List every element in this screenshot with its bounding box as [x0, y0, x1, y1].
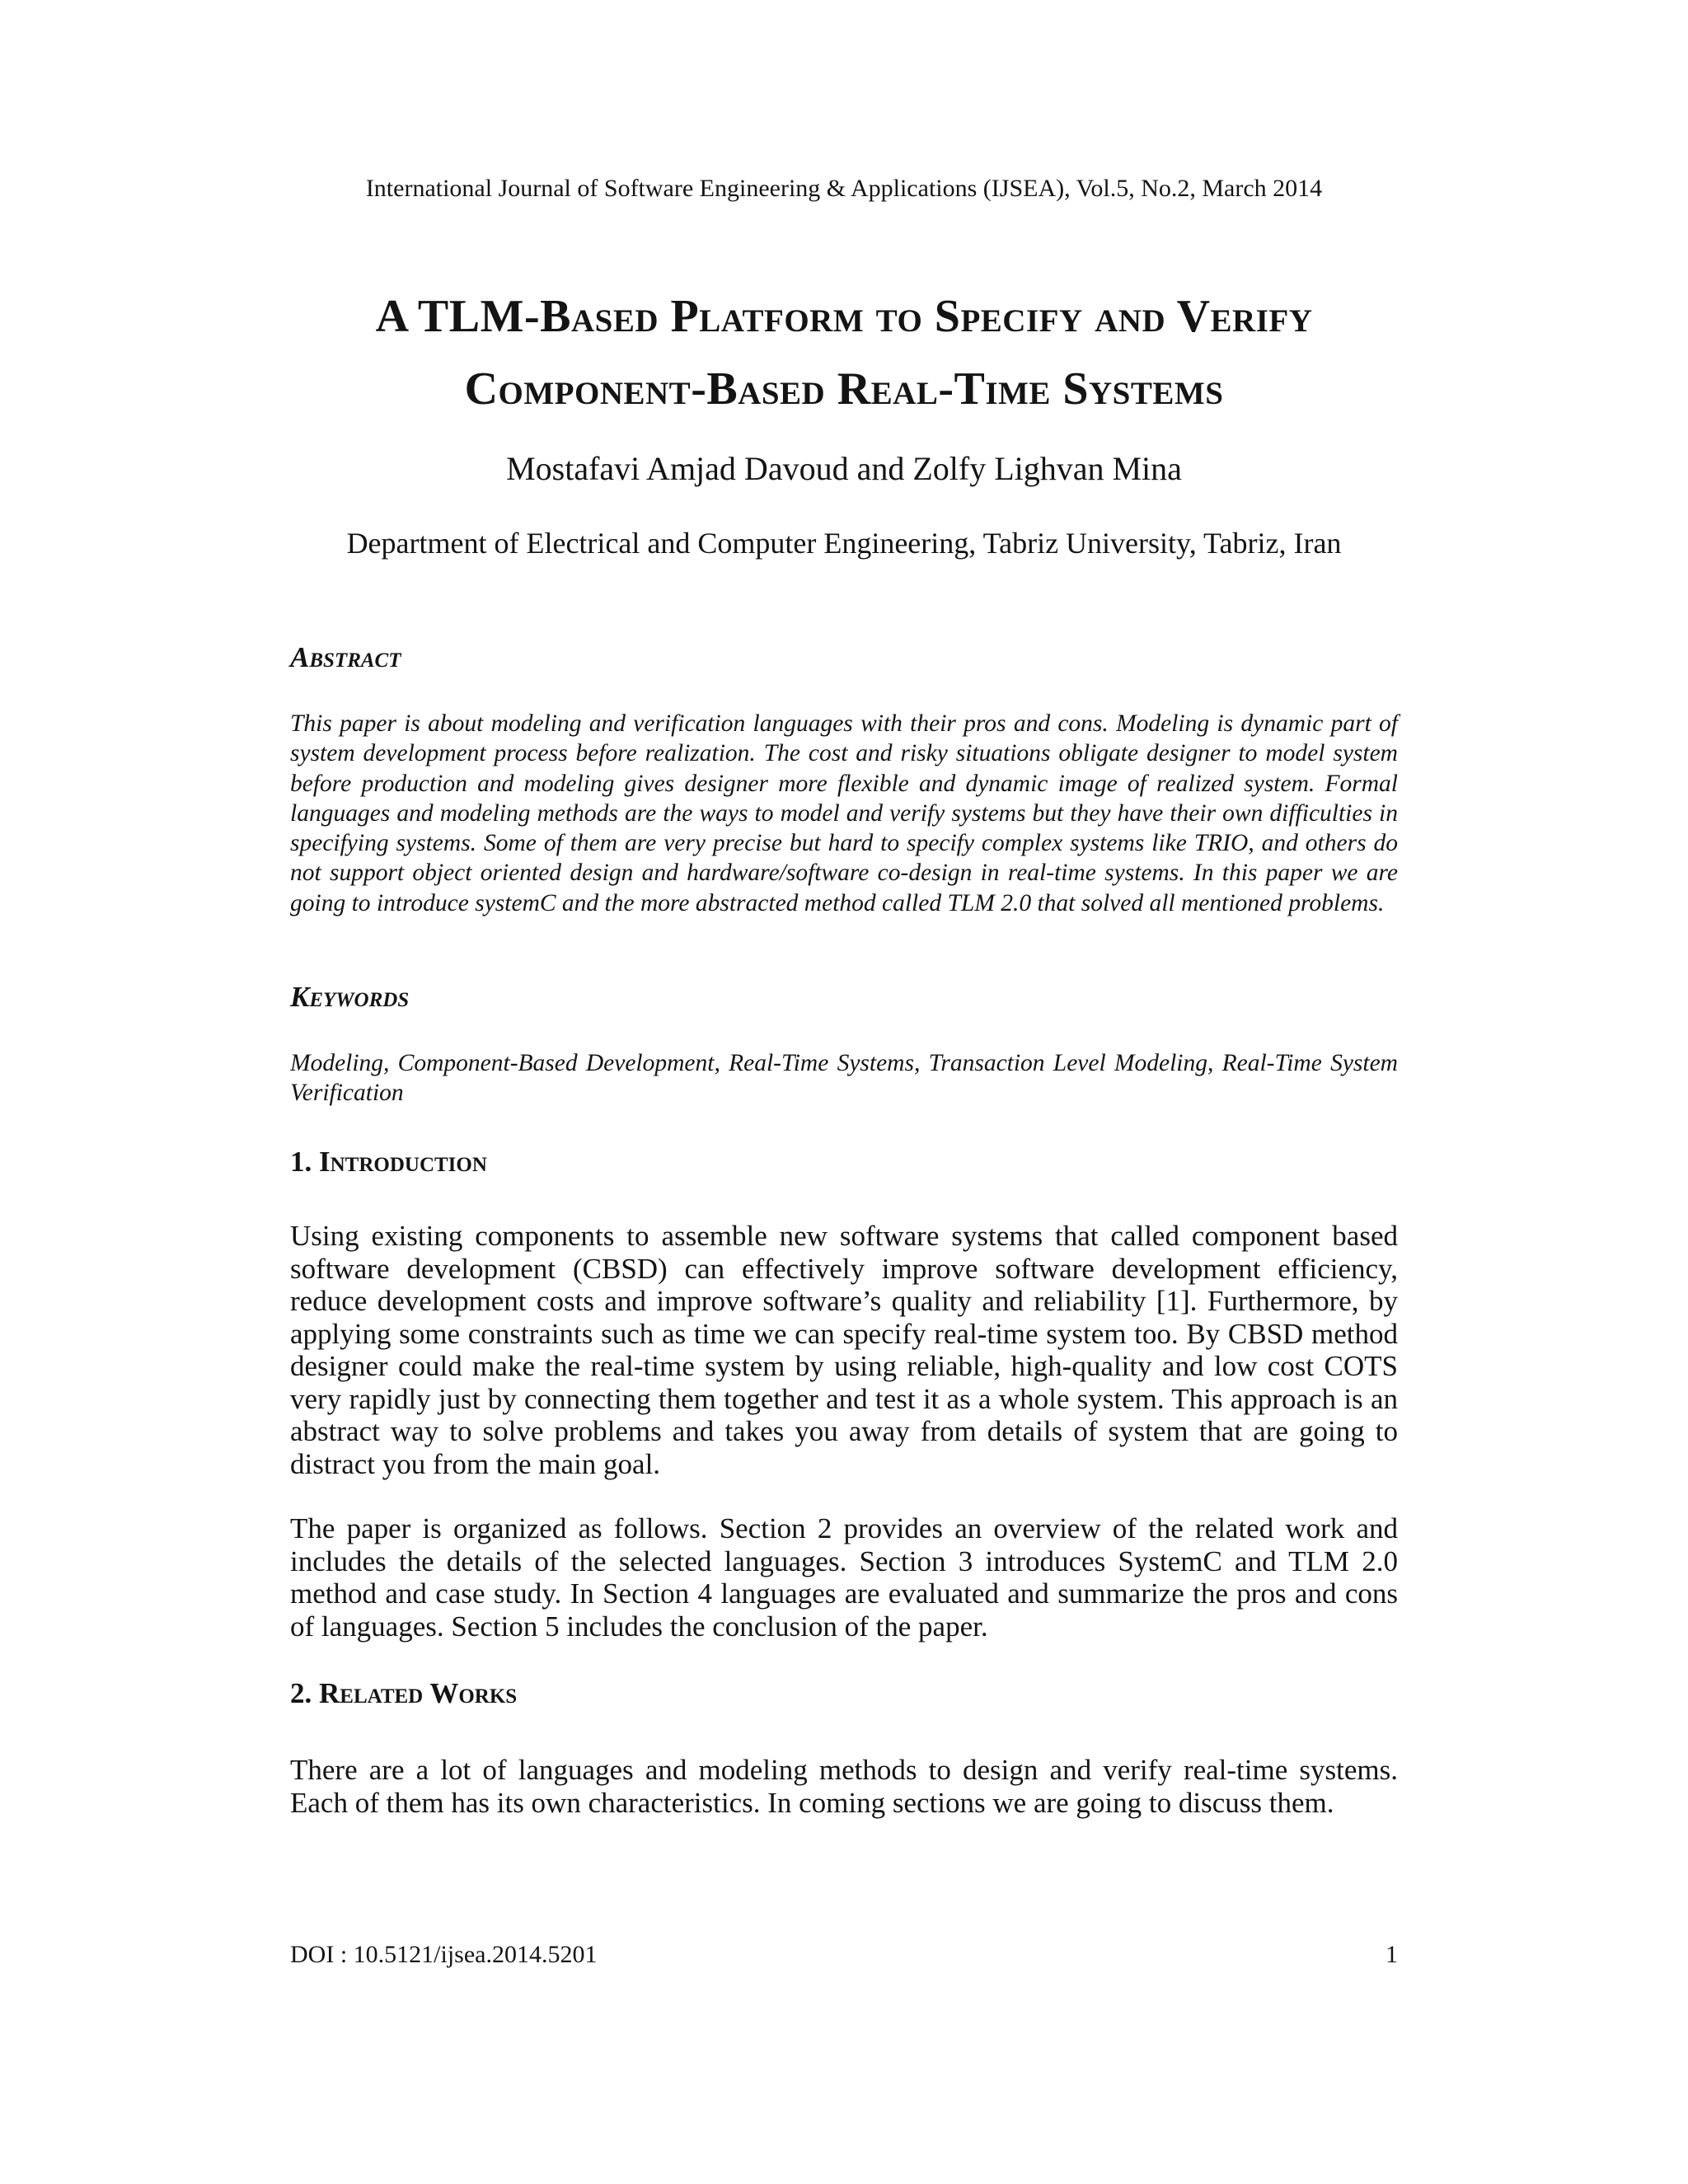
- paper-title: [165, 280, 1523, 425]
- paper-title-line-2: Component-Based Real-Time Systems: [464, 363, 1224, 415]
- authors: Mostafavi Amjad Davoud and Zolfy Lighvan Mina: [506, 450, 1182, 487]
- abstract-heading: Abstract: [290, 641, 401, 673]
- affiliation: Department of Electrical and Computer Engineering, Tabriz University, Tabriz, Iran: [346, 527, 1342, 560]
- page-number: 1: [1386, 1941, 1398, 1968]
- journal-header: International Journal of Software Engineering & Applications (IJSEA), Vol.5, No.2, March 2014: [365, 175, 1323, 202]
- introduction-heading: 1. Introduction: [290, 1146, 487, 1178]
- abstract-text: This paper is about modeling and verification languages with their pros and cons. Modeling is dynamic part of system development process before realization. The cost and risky situations obligate designer to model system before production and modeling gives designer more flexible and dynamic image of realized system. Formal languages and modeling methods are the ways to model and verify systems but they have their own difficulties in specifying systems. Some of them are very precise but hard to specify complex systems like TRIO, and others do not support object oriented design and hardware/software co-design in real-time systems. In this paper we are going to introduce systemC and the more abstracted method called TLM 2.0 that solved all mentioned problems.: [290, 710, 1398, 916]
- introduction-paragraph-2: The paper is organized as follows. Section 2 provides an overview of the related work and includes the details of the selected languages. Section 3 introduces SystemC and TLM 2.0 method and case study. In Section 4 languages are evaluated and summarize the pros and cons of languages. Section 5 includes the conclusion of the paper.: [290, 1512, 1398, 1643]
- paper-title-line-1: A TLM-Based Platform to Specify and Verify: [375, 291, 1313, 342]
- related-works-heading: 2. Related Works: [290, 1677, 518, 1709]
- doi-footer: DOI : 10.5121/ijsea.2014.5201: [290, 1941, 598, 1968]
- keywords-text: Modeling, Component-Based Development, Real-Time Systems, Transaction Level Modeling, Real-Time System Verification: [290, 1050, 1398, 1106]
- introduction-paragraph-1: Using existing components to assemble new software systems that called component based software development (CBSD) can effectively improve software development efficiency, reduce development costs and improve software’s quality and reliability [1]. Furthermore, by applying some constraints such as time we can specify real-time system too. By CBSD method designer could make the real-time system by using reliable, high-quality and low cost COTS very rapidly just by connecting them together and test it as a whole system. This approach is an abstract way to solve problems and takes you away from details of system that are going to distract you from the main goal.: [290, 1220, 1398, 1480]
- related-works-paragraph-1: There are a lot of languages and modeling methods to design and verify real-time systems. Each of them has its own characteristics. In coming sections we are going to discuss them.: [290, 1754, 1398, 1819]
- keywords-heading: Keywords: [290, 981, 410, 1013]
